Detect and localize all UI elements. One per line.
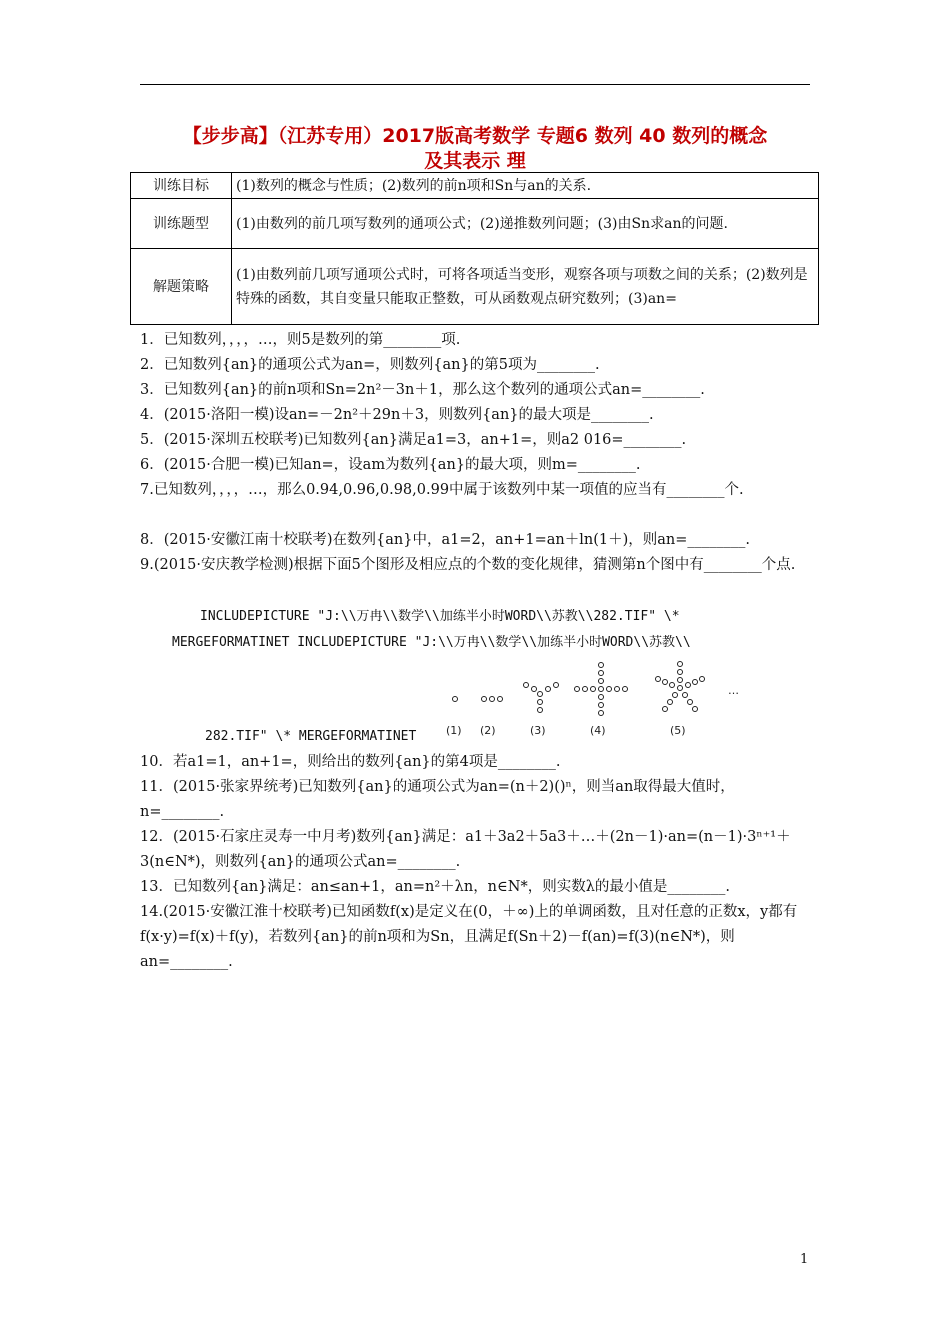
dot (546, 687, 551, 692)
question-13: 13．已知数列{an}满足：an≤an+1，an=n²＋λn，n∈N*，则实数λ的最小值是________. (140, 879, 730, 895)
dot (678, 670, 683, 675)
dot (663, 707, 668, 712)
figure-label-1: (1) (446, 724, 462, 737)
title-line-1: 【步步高】（江苏专用）2017版高考数学 专题6 数列 40 数列的概念 (182, 125, 768, 147)
question-7: 7.已知数列，，，，…，那么0.94,0.96,0.98,0.99中属于该数列中某一项值的应当有________个. (140, 482, 744, 498)
question-14: 14.(2015·安徽江淮十校联考)已知函数f(x)是定义在(0，＋∞)上的单调函数，且对任意的正数x，y都有f(x·y)=f(x)＋f(y)，若数列{an}的前n项和为Sn，且满足f(Sn＋2)－f(an)=f(3)(n∈N*)，则an=________. (140, 904, 798, 970)
dot (524, 683, 529, 688)
dot-pattern-figure (440, 660, 770, 740)
dot (591, 687, 596, 692)
dot-pattern-svg (440, 660, 770, 740)
title-line-2: 及其表示 理 (424, 150, 526, 172)
dot (538, 708, 543, 713)
question-2: 2．已知数列{an}的通项公式为an=，则数列{an}的第5项为________. (140, 357, 600, 373)
dot (490, 697, 495, 702)
dot (453, 697, 458, 702)
question-8: 8．(2015·安徽江南十校联考)在数列{an}中，a1=2，an+1=an＋ln(1＋)，则an=________. (140, 532, 750, 548)
dot (688, 700, 693, 705)
dot (663, 680, 668, 685)
dot (678, 686, 683, 691)
page-number: 1 (800, 1252, 809, 1267)
figure-label-3: (3) (530, 724, 546, 737)
question-10: 10．若a1=1，an+1=，则给出的数列{an}的第4项是________. (140, 754, 561, 770)
dot (678, 662, 683, 667)
dot (554, 683, 559, 688)
dot (532, 687, 537, 692)
dot (656, 677, 661, 682)
header-rule (140, 84, 810, 85)
question-6: 6．(2015·合肥一模)已知an=，设am为数列{an}的最大项，则m=________. (140, 457, 641, 473)
dot (686, 683, 691, 688)
figure-label-5: (5) (670, 724, 686, 737)
dot (599, 695, 604, 700)
dot (599, 687, 604, 692)
dot (538, 700, 543, 705)
dot (683, 693, 688, 698)
row-content: (1)由数列前几项写通项公式时，可将各项适当变形，观察各项与项数之间的关系；(2)数列是特殊的函数，其自变量只能取正整数，可从函数观点研究数列；(3)an= (232, 249, 819, 325)
dot (583, 687, 588, 692)
table-row (131, 249, 819, 325)
question-1: 1．已知数列，，，，…，则5是数列的第________项. (140, 332, 461, 348)
row-label: 训练题型 (131, 199, 232, 249)
includepicture-line-3: 282.TIF" \* MERGEFORMATINET (205, 729, 417, 744)
dot (693, 707, 698, 712)
dot (498, 697, 503, 702)
dot (678, 678, 683, 683)
question-3: 3．已知数列{an}的前n项和Sn=2n²－3n＋1，那么这个数列的通项公式an=________. (140, 382, 705, 398)
dot (673, 693, 678, 698)
question-4: 4．(2015·洛阳一模)设an=－2n²＋29n＋3，则数列{an}的最大项是________. (140, 407, 654, 423)
dot (623, 687, 628, 692)
row-label: 解题策略 (131, 249, 232, 325)
training-info-table (130, 172, 819, 325)
dot (700, 677, 705, 682)
dot (538, 692, 543, 697)
row-content: (1)数列的概念与性质；(2)数列的前n项和Sn与an的关系. (232, 173, 819, 199)
dot (599, 671, 604, 676)
question-9: 9.(2015·安庆教学检测)根据下面5个图形及相应点的个数的变化规律，猜测第n个图中有________个点. (140, 557, 796, 573)
dot (599, 679, 604, 684)
dot (599, 711, 604, 716)
includepicture-line-1: INCLUDEPICTURE "J:\\万冉\\数学\\加练半小时WORD\\苏教\\282.TIF" \* (200, 609, 680, 624)
includepicture-line-2: MERGEFORMATINET INCLUDEPICTURE "J:\\万冉\\数学\\加练半小时WORD\\苏教\\ (172, 635, 691, 650)
row-content: (1)由数列的前几项写数列的通项公式；(2)递推数列问题；(3)由Sn求an的问题. (232, 199, 819, 249)
dot (693, 680, 698, 685)
dot (599, 703, 604, 708)
question-5: 5．(2015·深圳五校联考)已知数列{an}满足a1=3，an+1=，则a2 016=________. (140, 432, 687, 448)
dot (482, 697, 487, 702)
table-row (131, 173, 819, 199)
dot (607, 687, 612, 692)
question-12: 12．(2015·石家庄灵寿一中月考)数列{an}满足：a1＋3a2＋5a3＋…＋(2n－1)·an=(n－1)·3ⁿ⁺¹＋3(n∈N*)，则数列{an}的通项公式an=________. (140, 829, 791, 870)
dot (670, 683, 675, 688)
figure-label-2: (2) (480, 724, 496, 737)
figure-ellipsis: … (728, 684, 739, 697)
question-11: 11．(2015·张家界统考)已知数列{an}的通项公式为an=(n＋2)()ⁿ，则当an取得最大值时，n=________. (140, 779, 735, 820)
figure-label-4: (4) (590, 724, 606, 737)
row-label: 训练目标 (131, 173, 232, 199)
dot (615, 687, 620, 692)
dot (599, 663, 604, 668)
dot (668, 700, 673, 705)
dot (575, 687, 580, 692)
table-row (131, 199, 819, 249)
